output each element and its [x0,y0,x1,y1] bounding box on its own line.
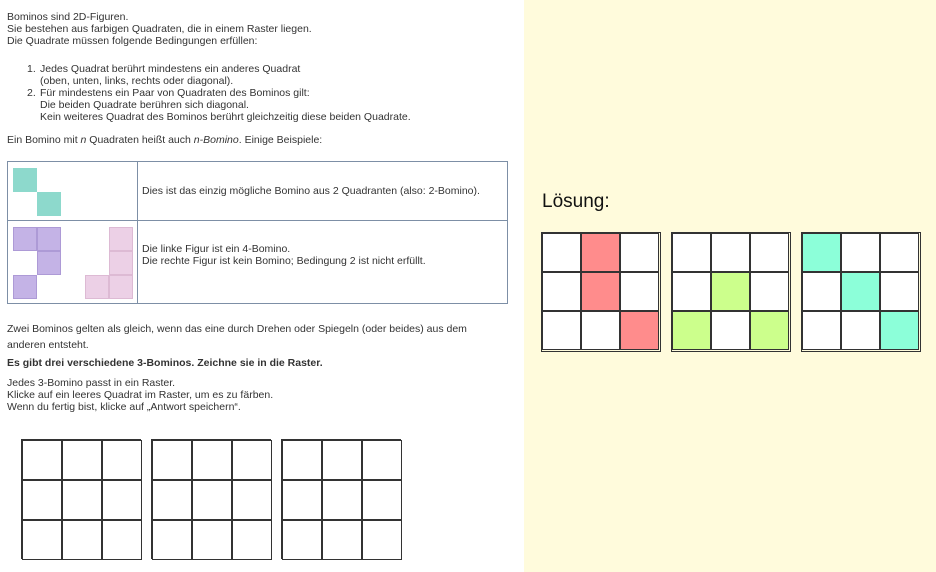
task-prompt: Es gibt drei verschiedene 3-Bominos. Zeichne sie in die Raster. [7,357,323,369]
example-2-text-line-1: Die linke Figur ist ein 4-Bomino. [142,243,291,255]
square [109,227,133,251]
grid-cell[interactable] [322,440,362,480]
grid-cell[interactable] [152,520,192,560]
condition-2-line-2: Die beiden Quadrate berühren sich diagonal. [40,99,249,111]
example-figure-cell [8,162,138,221]
example-2-text-line-2: Die rechte Figur ist kein Bomino; Bedingung 2 ist nicht erfüllt. [142,255,426,267]
solution-cell [880,272,919,311]
grid-cell[interactable] [282,520,322,560]
instructions-line-3: Wenn du fertig bist, klicke auf „Antwort speichern“. [7,401,241,413]
solution-cell [542,233,581,272]
solution-cell [802,233,841,272]
solution-cell [620,233,659,272]
answer-grid-3 [281,439,401,559]
grid-cell[interactable] [152,440,192,480]
nbomino-text-middle: Quadraten heißt auch [86,134,194,146]
solution-title: Lösung: [542,191,610,212]
grid-cell[interactable] [362,440,402,480]
grid-cell[interactable] [232,440,272,480]
instructions-line-2: Klicke auf ein leeres Quadrat im Raster, um es zu färben. [7,389,274,401]
solution-cell [802,311,841,350]
grid-cell[interactable] [282,480,322,520]
answer-grid-2 [151,439,271,559]
solution-cell [880,233,919,272]
solution-panel [524,0,936,572]
grid-cell[interactable] [232,480,272,520]
solution-grid-3 [801,232,921,352]
grid-cell[interactable] [22,480,62,520]
nbomino-text-before: Ein Bomino mit [7,134,81,146]
condition-2-number: 2. [27,87,36,99]
solution-cell [750,311,789,350]
condition-2-line-1: Für mindestens ein Paar von Quadraten des Bominos gilt: [40,87,310,99]
square [13,275,37,299]
nbomino-sentence [7,134,322,146]
solution-cell [802,272,841,311]
grid-cell[interactable] [232,520,272,560]
condition-1-line-2: (oben, unten, links, rechts oder diagonal). [40,75,234,87]
square [37,192,61,216]
nbomino-term: n-Bomino [193,134,239,146]
square [37,251,61,275]
grid-cell[interactable] [322,480,362,520]
square [109,275,133,299]
solution-cell [620,272,659,311]
instructions-line-1: Jedes 3-Bomino passt in ein Raster. [7,377,176,389]
two-bomino-figure [8,163,136,220]
solution-cell [841,272,880,311]
grid-cell[interactable] [192,440,232,480]
solution-cell [880,311,919,350]
grid-cell[interactable] [192,480,232,520]
grid-cell[interactable] [102,440,142,480]
grid-cell[interactable] [152,480,192,520]
solution-cell [672,272,711,311]
grid-cell[interactable] [62,440,102,480]
intro-line-1: Bominos sind 2D-Figuren. [7,11,129,23]
solution-cell [711,233,750,272]
grid-cell[interactable] [192,520,232,560]
example-1-text: Dies ist das einzig mögliche Bomino aus 2 Quadranten (also: 2-Bomino). [142,185,480,197]
example-figure-cell [8,221,138,304]
grid-cell[interactable] [62,480,102,520]
solution-grid-2 [671,232,791,352]
examples-table [7,161,508,304]
solution-cell [672,311,711,350]
grid-cell[interactable] [322,520,362,560]
grid-cell[interactable] [362,520,402,560]
example-text-cell [138,221,508,304]
intro-line-3: Die Quadrate müssen folgende Bedingungen erfüllen: [7,35,258,47]
solution-cell [620,311,659,350]
solution-cell [542,272,581,311]
condition-2-line-3: Kein weiteres Quadrat des Bominos berührt gleichzeitig diese beiden Quadrate. [40,111,411,123]
square [109,251,133,275]
nbomino-text-after: . Einige Beispiele: [238,134,323,146]
grid-cell[interactable] [22,440,62,480]
example-row [8,162,508,221]
grid-cell[interactable] [102,520,142,560]
solution-cell [672,233,711,272]
solution-cell [542,311,581,350]
condition-1-line-1: Jedes Quadrat berührt mindestens ein anderes Quadrat [40,63,301,75]
solution-cell [750,233,789,272]
solution-cell [581,311,620,350]
square [13,227,37,251]
bomino-comparison-figures [8,222,136,303]
solution-cell [711,272,750,311]
grid-cell[interactable] [22,520,62,560]
solution-cell [581,233,620,272]
solution-grid-1 [541,232,661,352]
equality-line-2: anderen entsteht. [7,339,89,351]
example-row [8,221,508,304]
answer-grid-1 [21,439,141,559]
grid-cell[interactable] [362,480,402,520]
grid-cell[interactable] [102,480,142,520]
intro-line-2: Sie bestehen aus farbigen Quadraten, die in einem Raster liegen. [7,23,312,35]
nbomino-n-variable: n [80,134,87,146]
solution-cell [841,311,880,350]
example-text-cell [138,162,508,221]
square [85,275,109,299]
condition-1-number: 1. [27,63,36,75]
solution-cell [581,272,620,311]
square [13,168,37,192]
grid-cell[interactable] [62,520,102,560]
solution-cell [750,272,789,311]
solution-cell [841,233,880,272]
grid-cell[interactable] [282,440,322,480]
equality-line-1: Zwei Bominos gelten als gleich, wenn das eine durch Drehen oder Spiegeln (oder beides) aus dem [7,323,467,335]
solution-cell [711,311,750,350]
square [37,227,61,251]
